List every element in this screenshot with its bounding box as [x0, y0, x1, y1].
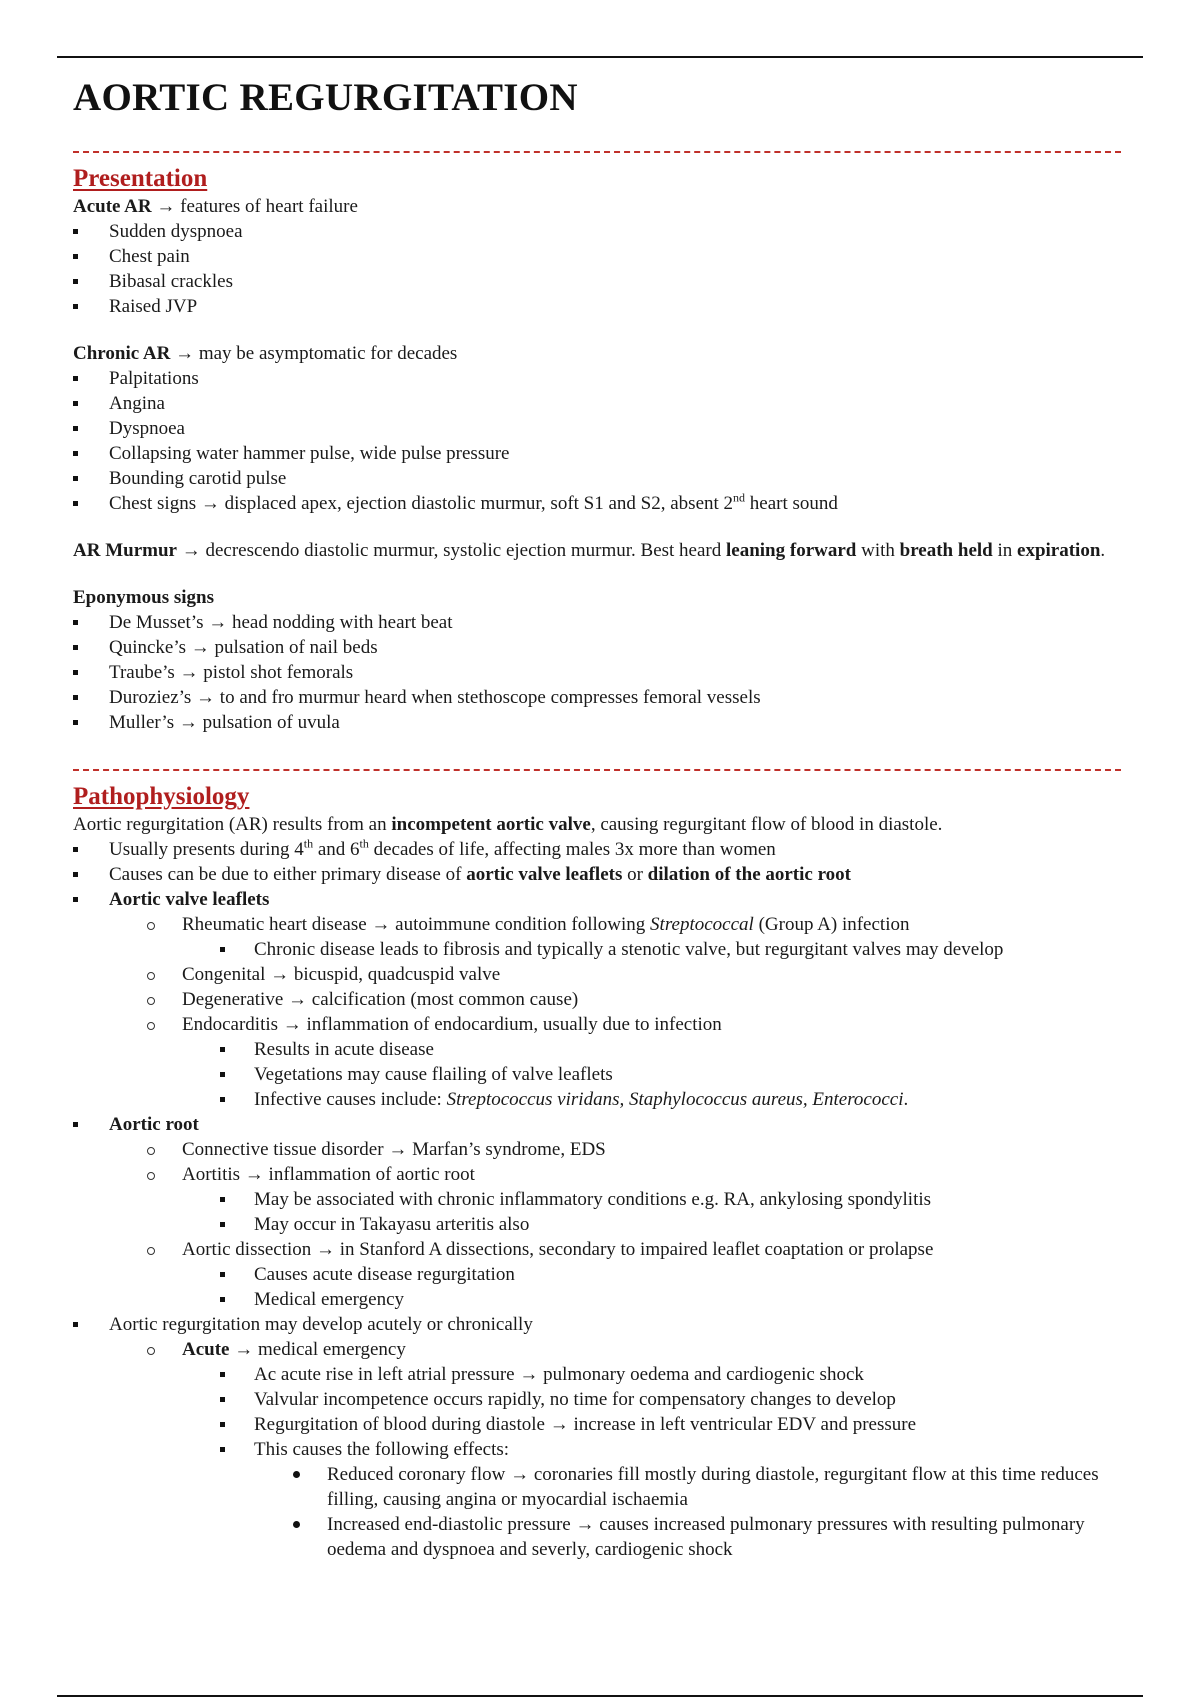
list-item: Aortic dissection → in Stanford A dissections, secondary to impaired leaflet coaptation or prolapse: [73, 1237, 1121, 1262]
chronic-ar-line: Chronic AR → may be asymptomatic for decades: [73, 343, 458, 364]
list-item: Duroziez’s → to and fro murmur heard when stethoscope compresses femoral vessels: [73, 685, 1121, 710]
list-item: Traube’s → pistol shot femorals: [73, 660, 1121, 685]
list-item: Quincke’s → pulsation of nail beds: [73, 635, 1121, 660]
list-item: Degenerative → calcification (most common cause): [73, 987, 1121, 1012]
list-item: Rheumatic heart disease → autoimmune condition following Streptococcal (Group A) infection: [73, 912, 1121, 937]
document-body: [73, 68, 1121, 1562]
list-item: Usually presents during 4th and 6th decades of life, affecting males 3x more than women: [73, 837, 1121, 862]
list-item: Valvular incompetence occurs rapidly, no time for compensatory changes to develop: [73, 1387, 1121, 1412]
list-item: Bibasal crackles: [73, 269, 1121, 294]
section-divider: [73, 151, 1121, 153]
list-item: Congenital → bicuspid, quadcuspid valve: [73, 962, 1121, 987]
list-item: Connective tissue disorder → Marfan’s syndrome, EDS: [73, 1137, 1121, 1162]
patho-intro: Aortic regurgitation (AR) results from an incompetent aortic valve, causing regurgitant flow of blood in diastole.: [73, 814, 943, 835]
list-item: Reduced coronary flow → coronaries fill mostly during diastole, regurgitant flow at this time reduces filling, causing angina or myocardial ischaemia: [73, 1462, 1121, 1512]
list-item: May occur in Takayasu arteritis also: [73, 1212, 1121, 1237]
list-item: Muller’s → pulsation of uvula: [73, 710, 1121, 735]
list-item: Chest pain: [73, 244, 1121, 269]
eponymous-label: Eponymous signs: [73, 587, 214, 608]
list-item: Aortic regurgitation may develop acutely or chronically: [73, 1312, 1121, 1337]
list-item: Vegetations may cause flailing of valve leaflets: [73, 1062, 1121, 1087]
presentation-heading: Presentation: [73, 165, 208, 192]
chronic-ar-list: [73, 366, 1121, 516]
section-divider: [73, 769, 1121, 771]
list-item: Acute → medical emergency: [73, 1337, 1121, 1362]
list-item: Aortic root: [73, 1112, 1121, 1137]
list-item: Dyspnoea: [73, 416, 1121, 441]
list-item: Increased end-diastolic pressure → causes increased pulmonary pressures with resulting pulmonary oedema and dyspnoea and severly, cardiogenic shock: [73, 1512, 1121, 1562]
list-item: Angina: [73, 391, 1121, 416]
list-item: Medical emergency: [73, 1287, 1121, 1312]
list-item: Infective causes include: Streptococcus viridans, Staphylococcus aureus, Enterococci.: [73, 1087, 1121, 1112]
list-item: Sudden dyspnoea: [73, 219, 1121, 244]
acute-ar-list: [73, 219, 1121, 319]
list-item: Aortitis → inflammation of aortic root: [73, 1162, 1121, 1187]
list-item: Results in acute disease: [73, 1037, 1121, 1062]
list-item: Endocarditis → inflammation of endocardium, usually due to infection: [73, 1012, 1121, 1037]
list-item: Aortic valve leaflets: [73, 887, 1121, 912]
list-item: Chest signs → displaced apex, ejection diastolic murmur, soft S1 and S2, absent 2nd heart sound: [73, 491, 1121, 516]
list-item: May be associated with chronic inflammatory conditions e.g. RA, ankylosing spondylitis: [73, 1187, 1121, 1212]
eponymous-list: [73, 610, 1121, 735]
list-item: Collapsing water hammer pulse, wide pulse pressure: [73, 441, 1121, 466]
patho-list: [73, 837, 1121, 912]
list-item: This causes the following effects:: [73, 1437, 1121, 1462]
ar-murmur-paragraph: AR Murmur → decrescendo diastolic murmur, systolic ejection murmur. Best heard leaning forward with breath held in expiration.: [73, 540, 1106, 561]
acute-ar-line: Acute AR → features of heart failure: [73, 196, 358, 217]
list-item: Bounding carotid pulse: [73, 466, 1121, 491]
list-item: Regurgitation of blood during diastole → increase in left ventricular EDV and pressure: [73, 1412, 1121, 1437]
list-item: Chronic disease leads to fibrosis and typically a stenotic valve, but regurgitant valves may develop: [73, 937, 1121, 962]
top-rule: [57, 56, 1143, 58]
page-title: AORTIC REGURGITATION: [73, 76, 578, 119]
pathophysiology-heading: Pathophysiology: [73, 783, 250, 810]
list-item: Ac acute rise in left atrial pressure → pulmonary oedema and cardiogenic shock: [73, 1362, 1121, 1387]
list-item: Causes can be due to either primary disease of aortic valve leaflets or dilation of the aortic root: [73, 862, 1121, 887]
list-item: Causes acute disease regurgitation: [73, 1262, 1121, 1287]
list-item: Raised JVP: [73, 294, 1121, 319]
list-item: De Musset’s → head nodding with heart beat: [73, 610, 1121, 635]
list-item: Palpitations: [73, 366, 1121, 391]
bottom-rule: [57, 1695, 1143, 1697]
